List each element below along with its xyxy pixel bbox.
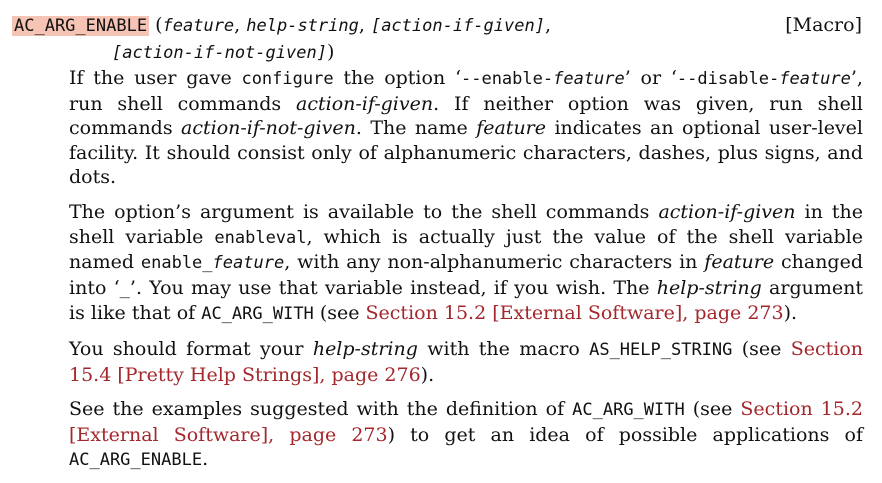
text: You should format your	[69, 337, 313, 360]
comma: ,	[358, 14, 371, 36]
text: . The name	[355, 117, 477, 140]
text: (see	[684, 398, 741, 421]
category-label: [Macro]	[785, 14, 862, 36]
comma: ,	[234, 14, 247, 36]
var: action-if-not-given	[181, 117, 356, 140]
arg-feature: feature	[162, 16, 235, 36]
text: If the user gave	[69, 67, 242, 89]
paragraph-1	[69, 66, 863, 190]
macro-name: AC_ARG_ENABLE	[14, 16, 148, 36]
section-link-external-software[interactable]: Section 15.2 [External Software], page 273	[69, 398, 864, 446]
arg-action-if-not-given: [action-if-not-given]	[112, 43, 327, 63]
paragraph-3	[69, 337, 863, 387]
description-body	[69, 66, 863, 483]
paragraph-4	[69, 397, 863, 473]
text: ).	[420, 363, 435, 386]
text: argument is like that of	[69, 276, 863, 325]
var: help-string	[656, 276, 762, 299]
section-link-pretty-help-strings[interactable]: Section 15.4 [Pretty Help Strings], page 276	[69, 337, 864, 386]
text: .	[202, 448, 209, 471]
text: , with any non-alphanumeric characters in	[284, 251, 705, 274]
text: changed into ‘	[69, 251, 863, 299]
section-link-external-software[interactable]: Section 15.2 [External Software], page 273	[365, 302, 784, 325]
close-paren: )	[326, 41, 335, 63]
code: AC_ARG_WITH	[201, 304, 314, 325]
open-paren: (	[149, 14, 163, 36]
text: (see	[732, 337, 791, 360]
code: AS_HELP_STRING	[589, 339, 733, 360]
var: action-if-given	[296, 92, 434, 115]
comma: ,	[544, 14, 551, 36]
code: AC_ARG_ENABLE	[69, 450, 203, 471]
code: enable_	[140, 253, 213, 274]
code: configure	[241, 69, 334, 89]
text: ).	[783, 302, 798, 325]
code: AC_ARG_WITH	[572, 400, 685, 421]
text: , which is actually just the value of the shell variable named	[69, 225, 863, 274]
code: --enable-	[460, 69, 554, 89]
definition-line	[12, 12, 551, 39]
text: See the examples suggested with the definition of	[69, 398, 573, 421]
var: help-string	[312, 337, 418, 360]
code: enableval	[214, 227, 307, 248]
text: ’, run shell commands	[69, 67, 863, 115]
code-var: feature	[212, 253, 285, 274]
text: the option ‘	[333, 67, 461, 89]
var: feature	[476, 117, 547, 140]
text: in the shell variable	[69, 200, 864, 248]
code-var: feature	[553, 69, 625, 89]
definition-line-continued	[112, 39, 334, 66]
text: with the macro	[417, 337, 590, 360]
arg-help-string: help-string	[246, 16, 359, 36]
text: (see	[313, 302, 366, 325]
text: ’. You may use that variable instead, if you wish. The	[129, 276, 657, 299]
code: _	[119, 278, 130, 299]
text: ) to get an idea of possible applications of	[387, 423, 864, 446]
text: The option’s argument is available to the shell commands	[69, 200, 659, 223]
var: action-if-given	[658, 200, 796, 223]
var: feature	[704, 251, 775, 274]
text: indicates an optional user-level facility. It should consist only of alphanumeric characters, dashes, plus signs, and dots.	[69, 117, 863, 189]
arg-action-if-given: [action-if-given]	[370, 16, 545, 36]
paragraph-2	[69, 200, 863, 327]
code-var: feature	[779, 69, 851, 89]
text: ’ or ‘	[624, 67, 677, 89]
text: . If neither option was given, run shell commands	[69, 92, 863, 140]
code: --disable-	[676, 69, 780, 89]
